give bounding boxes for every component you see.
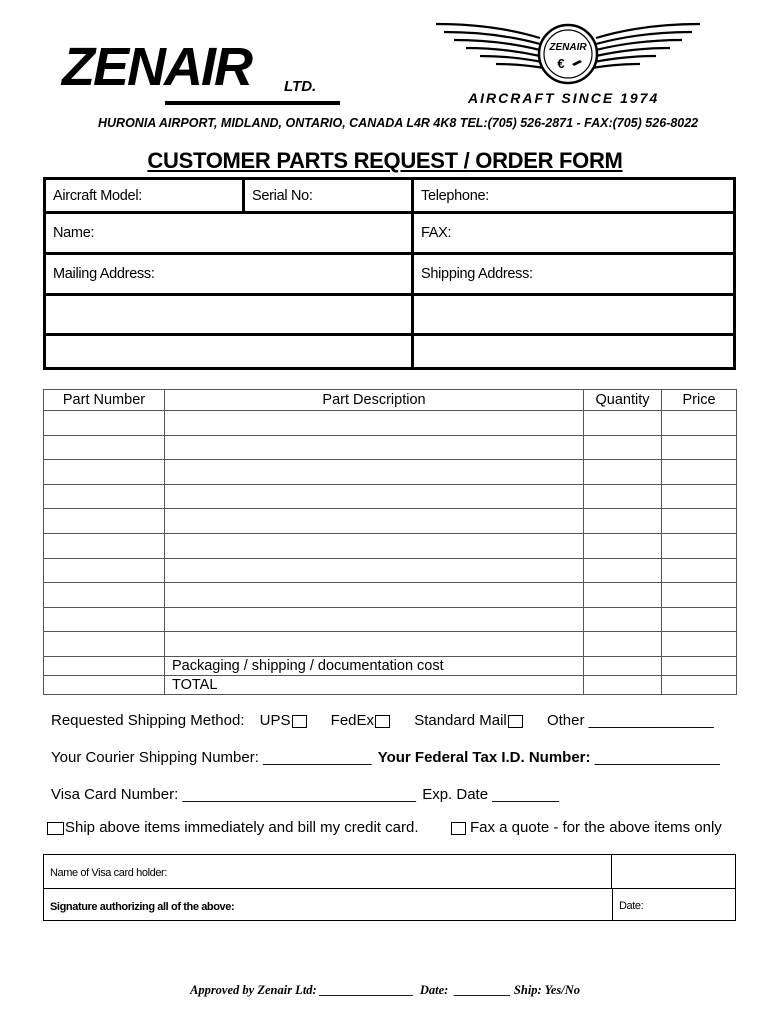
col-header-price: Price: [662, 390, 737, 411]
cardholder-name-label: Name of Visa card holder:: [50, 867, 167, 879]
table-row: [44, 533, 737, 558]
shipping-address-label: Shipping Address:: [421, 266, 533, 282]
quantity-cell[interactable]: [584, 675, 662, 694]
customer-info-box: [43, 177, 736, 370]
company-logo-suffix: LTD.: [284, 78, 317, 95]
name-label: Name:: [53, 225, 95, 241]
svg-text:€: €: [557, 56, 565, 71]
fax-quote-option: [451, 819, 722, 836]
badge-text: ZENAIR: [549, 42, 587, 53]
col-header-part-description: Part Description: [165, 390, 584, 411]
shipping-address-line-2[interactable]: [414, 296, 733, 333]
shipping-method-label: Requested Shipping Method:: [51, 712, 245, 729]
part-number-cell[interactable]: [44, 509, 165, 534]
ship-bill-option: [47, 819, 418, 836]
standard-mail-checkbox[interactable]: [508, 715, 523, 728]
part-description-cell[interactable]: [165, 583, 584, 608]
quantity-cell[interactable]: [584, 558, 662, 583]
tax-id-label: Your Federal Tax I.D. Number:: [377, 749, 591, 766]
price-cell[interactable]: [662, 411, 737, 436]
quantity-cell[interactable]: [584, 411, 662, 436]
part-number-cell[interactable]: [44, 632, 165, 657]
winged-badge-logo: [434, 18, 702, 90]
table-row: [44, 583, 737, 608]
ups-option-label: UPS: [259, 712, 291, 729]
other-shipping-field[interactable]: Other _______________: [546, 712, 714, 729]
price-cell[interactable]: [662, 558, 737, 583]
part-number-cell[interactable]: [44, 435, 165, 460]
quantity-cell[interactable]: [584, 632, 662, 657]
aircraft-model-field[interactable]: [46, 180, 242, 211]
part-number-cell[interactable]: [44, 533, 165, 558]
signature-field[interactable]: Signature authorizing all of the above:: [50, 901, 235, 913]
quantity-cell[interactable]: [584, 509, 662, 534]
courier-number-field[interactable]: Your Courier Shipping Number: _____________: [51, 749, 372, 766]
name-field[interactable]: [46, 218, 411, 252]
ship-bill-checkbox[interactable]: [47, 822, 64, 835]
ups-checkbox[interactable]: [292, 715, 307, 728]
signature-divider: [44, 888, 735, 889]
table-row: [44, 607, 737, 632]
price-cell[interactable]: [662, 607, 737, 632]
telephone-label: Telephone:: [421, 188, 489, 204]
part-description-cell[interactable]: [165, 411, 584, 436]
signature-box: [43, 854, 736, 921]
fedex-checkbox[interactable]: [375, 715, 390, 728]
table-row: [44, 435, 737, 460]
part-description-cell[interactable]: [165, 484, 584, 509]
info-divider: [46, 252, 733, 255]
serial-no-label: Serial No:: [252, 188, 313, 204]
price-cell[interactable]: [662, 583, 737, 608]
mailing-address-label: Mailing Address:: [53, 266, 155, 282]
table-row: [44, 632, 737, 657]
part-description-cell[interactable]: [165, 533, 584, 558]
fax-quote-label: Fax a quote - for the above items only: [470, 819, 722, 836]
quantity-cell[interactable]: [584, 656, 662, 675]
parts-table-header: [44, 390, 737, 411]
price-cell[interactable]: [662, 460, 737, 485]
quantity-cell[interactable]: [584, 460, 662, 485]
fedex-option-label: FedEx: [330, 712, 375, 729]
table-row: [44, 484, 737, 509]
exp-date-field[interactable]: Exp. Date ________: [422, 786, 559, 803]
part-number-cell: [44, 656, 165, 675]
fax-quote-checkbox[interactable]: [451, 822, 466, 835]
logo-underline: [165, 101, 340, 105]
packaging-cost-row: [44, 656, 737, 675]
aircraft-model-label: Aircraft Model:: [53, 188, 142, 204]
price-cell[interactable]: [662, 484, 737, 509]
info-divider: [46, 211, 733, 214]
table-row: [44, 558, 737, 583]
price-cell[interactable]: [662, 533, 737, 558]
part-number-cell[interactable]: [44, 411, 165, 436]
telephone-field[interactable]: [414, 180, 733, 211]
company-address: HURONIA AIRPORT, MIDLAND, ONTARIO, CANADA L4R 4K8 TEL:(705) 526-2871 - FAX:(705) 526-8022: [98, 116, 699, 130]
part-description-cell[interactable]: [165, 509, 584, 534]
standard-mail-option-label: Standard Mail: [414, 712, 507, 729]
part-number-cell[interactable]: [44, 558, 165, 583]
part-number-cell[interactable]: [44, 484, 165, 509]
part-number-cell[interactable]: [44, 607, 165, 632]
part-description-cell[interactable]: [165, 632, 584, 657]
price-cell[interactable]: [662, 435, 737, 460]
table-row: [44, 411, 737, 436]
packaging-price-cell[interactable]: [662, 656, 737, 675]
ship-bill-label: Ship above items immediately and bill my credit card.: [65, 819, 419, 836]
part-description-cell[interactable]: [165, 607, 584, 632]
total-label: TOTAL: [165, 675, 584, 694]
quantity-cell[interactable]: [584, 533, 662, 558]
visa-line: [51, 786, 559, 803]
serial-no-field[interactable]: [245, 180, 411, 211]
quantity-cell[interactable]: [584, 607, 662, 632]
signature-divider: [612, 888, 613, 920]
tax-id-field[interactable]: _______________: [590, 749, 720, 766]
form-title: CUSTOMER PARTS REQUEST / ORDER FORM: [147, 148, 623, 173]
col-header-quantity: Quantity: [584, 390, 662, 411]
quantity-cell[interactable]: [584, 484, 662, 509]
part-description-cell[interactable]: [165, 460, 584, 485]
price-cell[interactable]: [662, 509, 737, 534]
mailing-address-line-2[interactable]: [46, 296, 411, 333]
fax-label: FAX:: [421, 225, 452, 241]
visa-number-field[interactable]: Visa Card Number: ____________________________: [51, 786, 417, 803]
part-number-cell[interactable]: [44, 583, 165, 608]
total-price-cell[interactable]: [662, 675, 737, 694]
approval-line: Approved by Zenair Ltd: _______________ Date: _________ Ship: Yes/No: [189, 983, 581, 997]
quantity-cell[interactable]: [584, 583, 662, 608]
shipping-address-line-3[interactable]: [414, 336, 733, 367]
total-row: [44, 675, 737, 694]
parts-table: [43, 389, 737, 695]
signature-date-field[interactable]: Date:: [619, 900, 644, 912]
col-header-part-number: Part Number: [44, 390, 165, 411]
table-row: [44, 509, 737, 534]
part-number-cell[interactable]: [44, 460, 165, 485]
shipping-method-line: [51, 712, 714, 729]
shipping-address-field[interactable]: [414, 259, 733, 293]
tagline: AIRCRAFT SINCE 1974: [468, 90, 660, 106]
table-row: [44, 460, 737, 485]
part-description-cell[interactable]: [165, 435, 584, 460]
courier-line: [51, 749, 720, 766]
company-logo: ZENAIR: [62, 37, 251, 97]
mailing-address-line-3[interactable]: [46, 336, 411, 367]
part-description-cell[interactable]: [165, 558, 584, 583]
part-number-cell: [44, 675, 165, 694]
price-cell[interactable]: [662, 632, 737, 657]
fax-field[interactable]: [414, 218, 733, 252]
packaging-cost-label: Packaging / shipping / documentation cost: [165, 656, 584, 675]
mailing-address-field[interactable]: [46, 259, 411, 293]
cardholder-name-field[interactable]: [44, 855, 612, 888]
quantity-cell[interactable]: [584, 435, 662, 460]
